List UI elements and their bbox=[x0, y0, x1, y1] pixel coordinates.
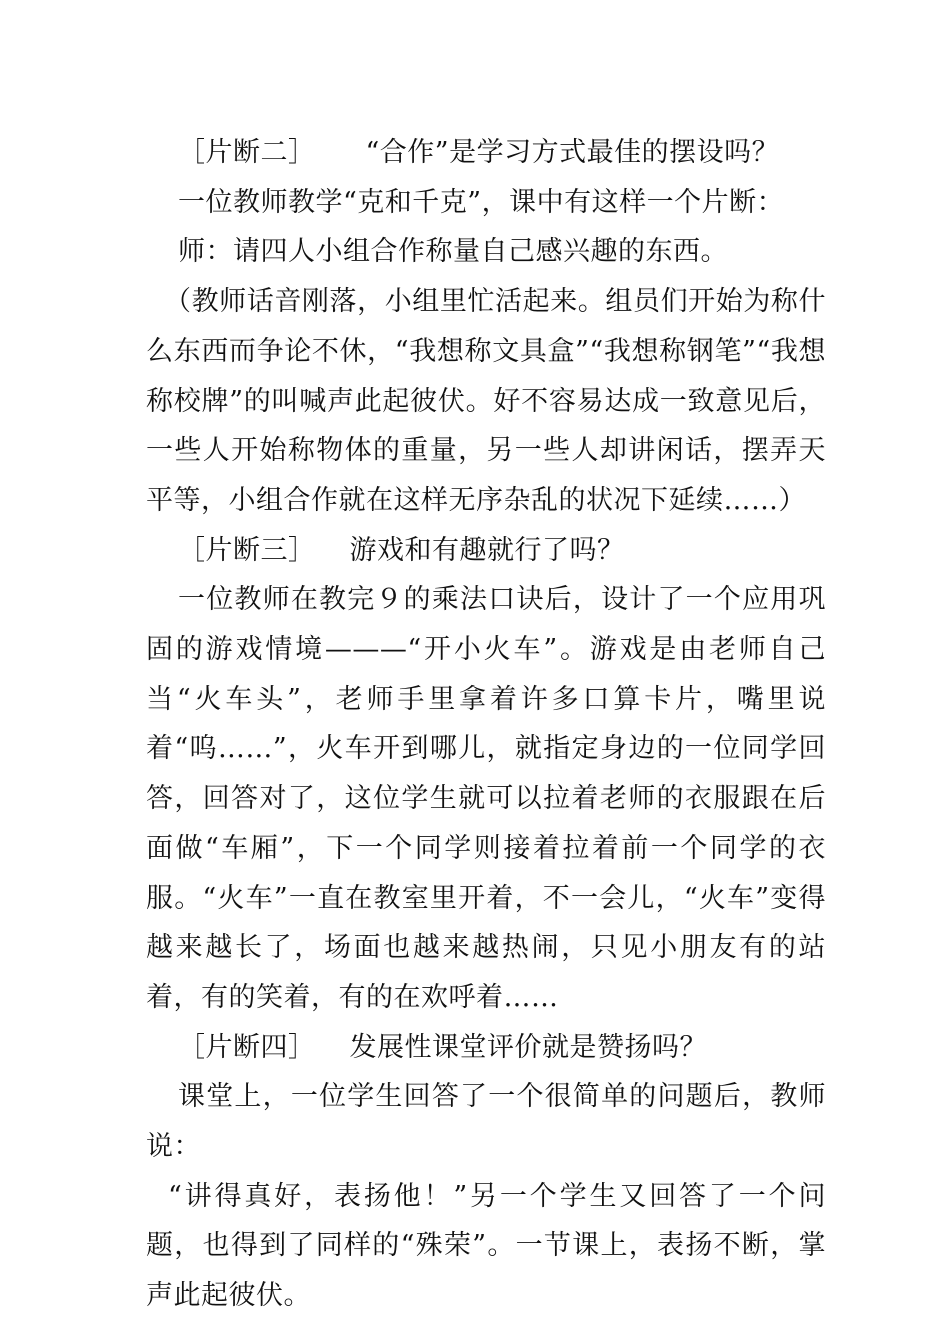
section-tag: ［片断二］ bbox=[178, 137, 316, 168]
section-title: 游戏和有趣就行了吗？ bbox=[349, 534, 625, 566]
section-heading-3 bbox=[146, 526, 826, 576]
body-paragraph: 一位教师教学“克和千克”，课中有这样一个片断： bbox=[178, 186, 785, 218]
section-tag: ［片断四］ bbox=[178, 1031, 316, 1063]
body-paragraph-parenthetical: （教师话音刚落，小组里忙活起来。组员们开始为称什么东西而争论不休，“我想称文具盒”“我想称钢笔”“我想称校牌”的叫喊声此起彼伏。好不容易达成一致意见后，一些人开始称物体的重量，另一些人却讲闲话，摆弄天平等，小组合作就在这样无序杂乱的状况下延续……） bbox=[146, 286, 826, 516]
section-title: 发展性课堂评价就是赞扬吗？ bbox=[349, 1031, 707, 1063]
section-heading-4 bbox=[146, 1023, 826, 1073]
body-paragraph: 师：请四人小组合作称量自己感兴趣的东西。 bbox=[178, 236, 728, 268]
section-title: “合作”是学习方式最佳的摆设吗？ bbox=[365, 137, 780, 168]
section-tag: ［片断三］ bbox=[178, 534, 316, 566]
body-paragraph: 一位教师在教完９的乘法口诀后，设计了一个应用巩固的游戏情境———“开小火车”。游戏是由老师自己当“火车头”，老师手里拿着许多口算卡片，嘴里说着“呜……”，火车开到哪儿，就指定身边的一位同学回答，回答对了，这位学生就可以拉着老师的衣服跟在后面做“车厢”，下一个同学则接着拉着前一个同学的衣服。“火车”一直在教室里开着，不一会儿，“火车”变得越来越长了，场面也越来越热闹，只见小朋友有的站着，有的笑着，有的在欢呼着…… bbox=[146, 584, 826, 1013]
body-paragraph: 课堂上，一位学生回答了一个很简单的问题后，教师说： bbox=[146, 1081, 826, 1163]
document-body bbox=[146, 128, 826, 1321]
section-heading-2 bbox=[146, 128, 826, 178]
body-paragraph-quote: “讲得真好，表扬他！”另一个学生又回答了一个问题，也得到了同样的“殊荣”。一节课上，表扬不断，掌声此起彼伏。 bbox=[146, 1180, 826, 1312]
